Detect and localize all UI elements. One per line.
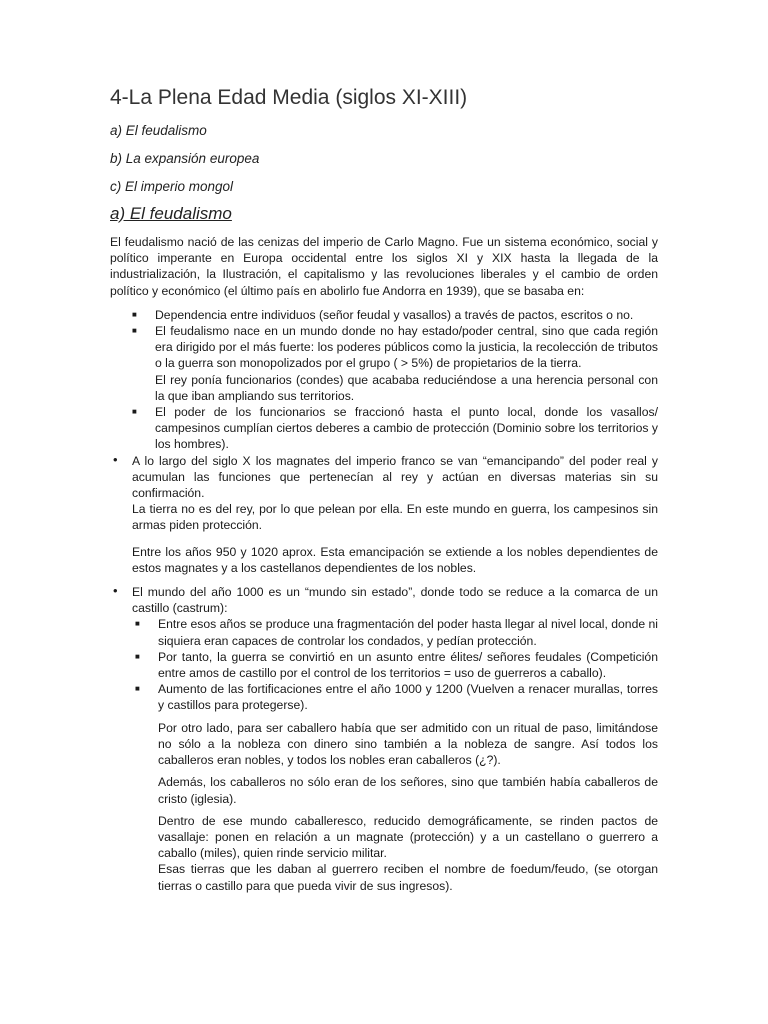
document-body <box>110 234 658 894</box>
list-item: ■ Aumento de las fortificaciones entre el año 1000 y 1200 (Vuelven a renacer murallas, torres y castillos para protegerse). Por otro lado, para ser caballero había que ser admitido con un ritual de paso, limitándose no sólo a la nobleza con dinero sino también a la nobleza de sangre. Así todos los caballeros eran nobles, y todos los nobles eran caballeros (¿?). Además, los caballeros no sólo eran de los señores, sino que también había caballeros de cristo (iglesia). Dentro de ese mundo caballeresco, reducido demográficamente, se rinden pactos de vasallaje: ponen en relación a un magnate (protección) y a un castellano o guerrero a caballo (miles), quien rinde servicio militar. Esas tierras que les daban al guerrero reciben el nombre de foedum/feudo, (se otorgan tierras o castillo para que pueda vivir de sus ingresos). <box>135 682 658 893</box>
list-item: ■ El feudalismo nace en un mundo donde no hay estado/poder central, sino que cada región era dirigido por el más fuerte: los poderes públicos como la justicia, la recolección de tributos o la guerra son monopolizados por el grupo ( > 5%) de propietarios de la tierra. El rey ponía funcionarios (condes) que acababa reduciéndose a una herencia personal con la que iban ampliando sus territorios. <box>132 324 658 403</box>
list-item: • A lo largo del siglo X los magnates del imperio franco se van “emancipando” del poder real y acumulan las funciones que pertenecían al rey y actúan en diversas materias sin su confirmación. La tierra no es del rey, por lo que pelean por ella. En este mundo en guerra, los campesinos sin armas piden protección. Entre los años 950 y 1020 aprox. Esta emancipación se extiende a los nobles dependientes de estos magnates y a los castellanos dependientes de los nobles. <box>113 451 658 575</box>
list-item: ■ El poder de los funcionarios se fraccionó hasta el punto local, donde los vasallos/ campesinos cumplían ciertos deberes a cambio de protección (Dominio sobre los territorios y los hombres). <box>132 405 658 452</box>
square-bullet-icon: ■ <box>132 309 137 319</box>
square-bullet-icon: ■ <box>135 619 140 629</box>
square-bullet-icon: ■ <box>132 407 137 417</box>
list-item: • El mundo del año 1000 es un “mundo sin estado”, donde todo se reduce a la comarca de un castillo (castrum): ■ Entre esos años se produce una fragmentación del poder hasta llegar al nivel local, donde ni siquiera eran capaces de controlar los condados, y pedían protección. ■ Por tanto, la guerra se convirtió en un asunto entre élites/ señores feudales (Competición entre amos de castillo por el control de los territorios = uso de guerreros a caballo). ■ Aumento de las fortificaciones entre el año 1000 y 1200 (Vuelven a renacer murallas, torres y castillos para protegerse). Por otro lado, para ser caballero había que ser admitido con un ritual de paso, limitándose no sólo a la nobleza con dinero sino también a la nobleza de sangre. Así todos los caballeros eran nobles, y todos los nobles eran caballeros (¿?). Además, los caballeros no sólo eran de los señores, sino que también había caballeros de cristo (iglesia). Dentro de ese mundo caballeresco, reducido demográficamente, se rinden pactos de vasallaje: ponen en relación a un magnate (protección) y a un castellano o guerrero a caballo (miles), quien rinde servicio militar. Esas tierras que les daban al guerrero reciben el nombre de foedum/feudo, (se otorgan tierras o castillo para que pueda vivir de sus ingresos). <box>113 583 659 893</box>
toc-item-feudalismo: a) El feudalismo <box>110 123 207 138</box>
round-bullet-icon: • <box>113 451 118 467</box>
square-bullet-icon: ■ <box>135 651 140 661</box>
toc-item-expansion: b) La expansión europea <box>110 151 260 166</box>
intro-paragraph: El feudalismo nació de las cenizas del imperio de Carlo Magno. Fue un sistema económico, social y político imperante en Europa occidental entre los siglos XI y XIX hasta la llegada de la industrialización, la Ilustración, el capitalismo y las revoluciones liberales y el cambio de orden político y económico (el último país en abolirlo fue Andorra en 1939), que se basaba en: <box>110 235 658 298</box>
list-item: ■ Por tanto, la guerra se convirtió en un asunto entre élites/ señores feudales (Competición entre amos de castillo por el control de los territorios = uso de guerreros a caballo). <box>135 649 658 681</box>
section-heading: a) El feudalismo <box>110 204 232 223</box>
square-bullet-icon: ■ <box>132 326 137 336</box>
square-bullet-icon: ■ <box>135 684 140 694</box>
round-bullet-icon: • <box>113 583 118 599</box>
list-item-continuation: El rey ponía funcionarios (condes) que acababa reduciéndose a una herencia personal con la que iban ampliando sus territorios. <box>155 372 658 403</box>
nested-square-list <box>132 616 658 893</box>
list-item: ■ Dependencia entre individuos (señor feudal y vasallos) a través de pactos, escritos o no. <box>132 307 634 322</box>
page-title: 4-La Plena Edad Media (siglos XI-XIII) <box>110 86 468 109</box>
square-bullet-list <box>110 307 658 453</box>
list-item: ■ Entre esos años se produce una fragmentación del poder hasta llegar al nivel local, donde ni siquiera eran capaces de controlar los condados, y pedían protección. <box>135 617 659 648</box>
dot-bullet-list <box>110 453 658 894</box>
toc-item-mongol: c) El imperio mongol <box>110 179 234 194</box>
